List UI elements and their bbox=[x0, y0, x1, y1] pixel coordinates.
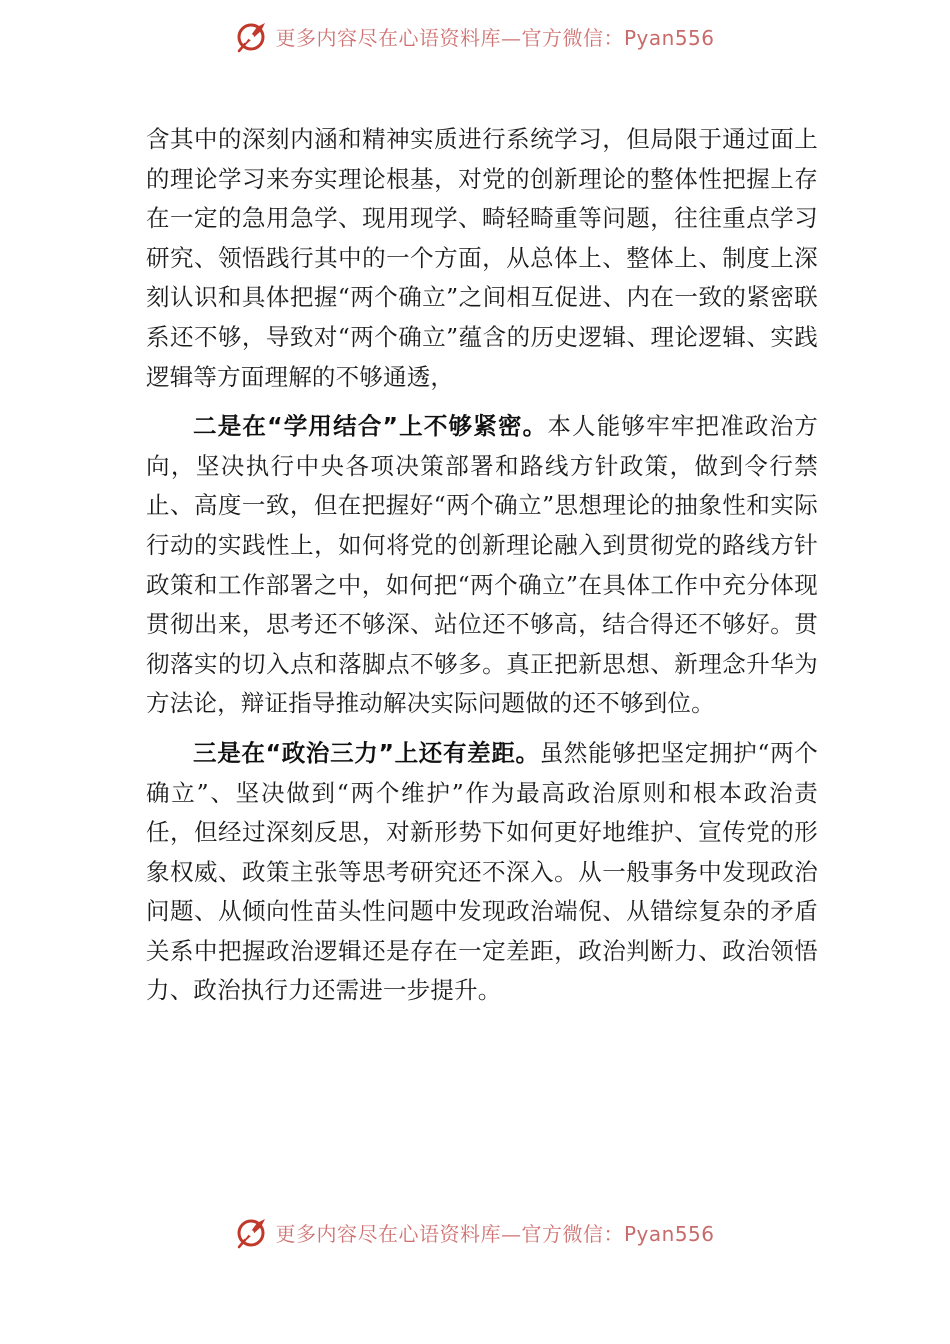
banner-label: 更多内容尽在心语资料库—官方微信： bbox=[275, 25, 624, 50]
paragraph-2-heading: 二是在“学用结合”上不够紧密。 bbox=[193, 412, 548, 441]
banner-text bbox=[275, 22, 714, 51]
paragraph-2-text: 本人能够牢牢把准政治方向，坚决执行中央各项决策部署和路线方针政策，做到令行禁止、高度一致，但在把握好“两个确立”思想理论的抽象性和实际行动的实践性上，如何将党的创新理论融入到贯彻党的路线方针政策和工作部署之中，如何把“两个确立”在具体工作中充分体现贯彻出来，思考还不够深、站位还不够高，结合得还不够好。贯彻落实的切入点和落脚点不够多。真正把新思想、新理念升华为方法论，辩证指导推动解决实际问题做的还不够到位。 bbox=[146, 412, 819, 718]
header-banner bbox=[0, 16, 950, 56]
footer-banner bbox=[0, 1212, 950, 1252]
document-body bbox=[146, 120, 818, 1011]
paragraph-1 bbox=[146, 120, 818, 397]
quill-pen-circle-icon bbox=[235, 1215, 269, 1249]
paragraph-2 bbox=[146, 407, 818, 724]
paragraph-3 bbox=[146, 734, 818, 1011]
banner-label: 更多内容尽在心语资料库—官方微信： bbox=[275, 1221, 624, 1246]
wechat-handle: Pyan556 bbox=[623, 1221, 715, 1246]
paragraph-3-text: 虽然能够把坚定拥护“两个确立”、坚决做到“两个维护”作为最高政治原则和根本政治责任，但经过深刻反思，对新形势下如何更好地维护、宣传党的形象权威、政策主张等思考研究还不深入。从一般事务中发现政治问题、从倾向性苗头性问题中发现政治端倪、从错综复杂的矛盾关系中把握政治逻辑还是存在一定差距，政治判断力、政治领悟力、政治执行力还需进一步提升。 bbox=[146, 738, 819, 1005]
banner-text bbox=[275, 1218, 714, 1247]
paragraph-1-text: 含其中的深刻内涵和精神实质进行系统学习，但局限于通过面上的理论学习来夯实理论根基，对党的创新理论的整体性把握上存在一定的急用急学、现用现学、畸轻畸重等问题，往往重点学习研究、领悟践行其中的一个方面，从总体上、整体上、制度上深刻认识和具体把握“两个确立”之间相互促进、内在一致的紧密联系还不够，导致对“两个确立”蕴含的历史逻辑、理论逻辑、实践逻辑等方面理解的不够通透， bbox=[146, 125, 818, 391]
wechat-handle: Pyan556 bbox=[623, 25, 715, 50]
quill-pen-circle-icon bbox=[235, 19, 269, 53]
paragraph-3-heading: 三是在“政治三力”上还有差距。 bbox=[193, 738, 540, 767]
